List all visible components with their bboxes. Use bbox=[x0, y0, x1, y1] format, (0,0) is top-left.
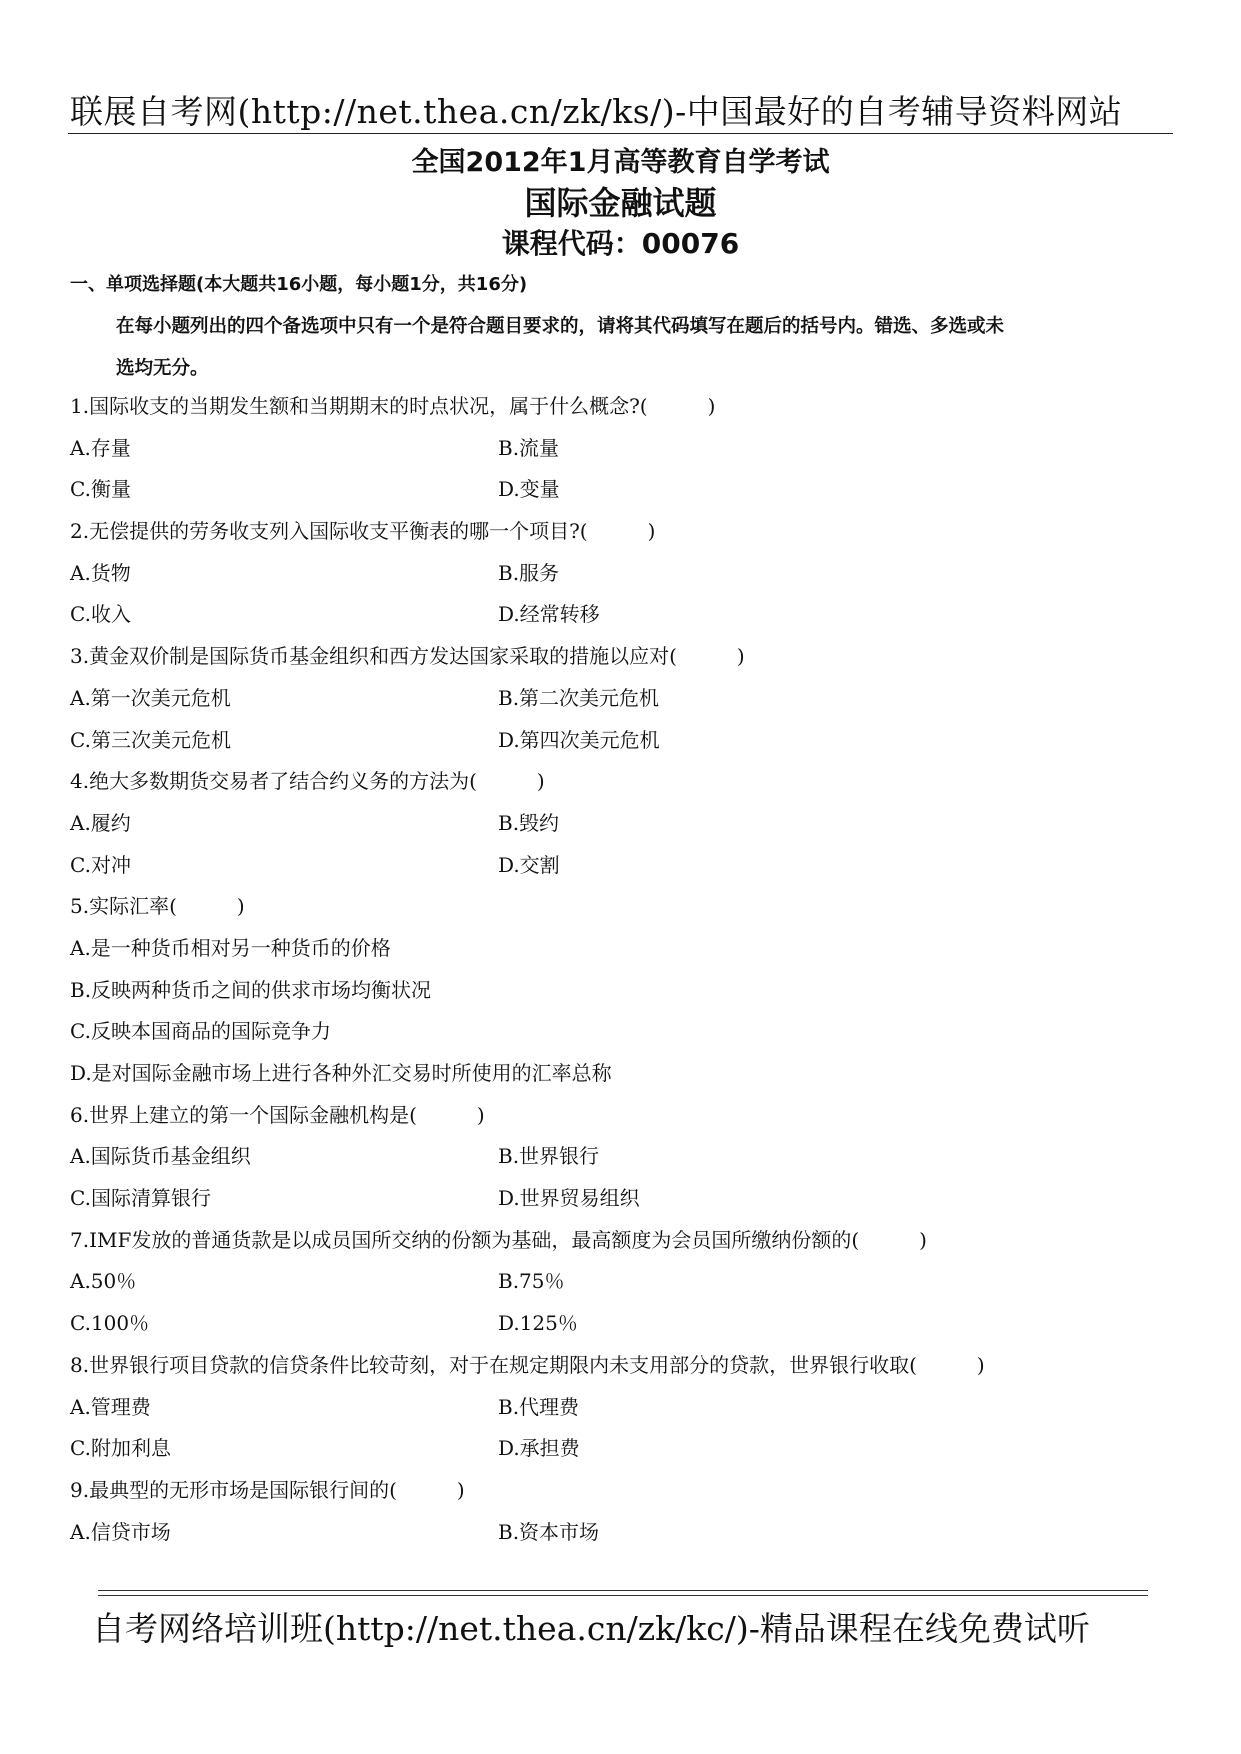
option-b: B.毁约 bbox=[498, 810, 560, 835]
option-b: B.75％ bbox=[498, 1269, 565, 1294]
option-b: B.世界银行 bbox=[498, 1144, 600, 1169]
option-d: D.是对国际金融市场上进行各种外汇交易时所使用的汇率总称 bbox=[70, 1061, 612, 1085]
question-stem: 6.世界上建立的第一个国际金融机构是( ) bbox=[70, 1102, 485, 1127]
question-stem: 3.黄金双价制是国际货币基金组织和西方发达国家采取的措施以应对( ) bbox=[70, 644, 745, 669]
option-b: B.流量 bbox=[498, 435, 560, 460]
option-row bbox=[70, 811, 1170, 853]
subject-title: 国际金融试题 bbox=[524, 184, 717, 222]
section-instruction-cont: 选均无分。 bbox=[116, 358, 209, 379]
section-instruction: 在每小题列出的四个备选项中只有一个是符合题目要求的，请将其代码填写在题后的括号内。错选、多选或未 bbox=[116, 316, 1005, 337]
option-a: A.信贷市场 bbox=[70, 1519, 171, 1544]
option-c: C.100％ bbox=[70, 1311, 150, 1336]
option-row bbox=[70, 1520, 1170, 1562]
option-row bbox=[70, 477, 1170, 519]
site-footer: 自考网络培训班(http://net.thea.cn/zk/kc/)-精品课程在线免费试听 bbox=[92, 1609, 1090, 1648]
option-d: D.交割 bbox=[498, 852, 560, 877]
option-row bbox=[70, 561, 1170, 603]
option-c: C.附加利息 bbox=[70, 1436, 171, 1461]
option-d: D.世界贸易组织 bbox=[498, 1186, 640, 1211]
option-d: D.第四次美元危机 bbox=[498, 727, 660, 752]
option-c: C.衡量 bbox=[70, 477, 131, 502]
section-heading: 一、单项选择题(本大题共16小题，每小题1分，共16分) bbox=[70, 274, 528, 295]
question-list bbox=[70, 394, 1170, 1561]
option-row bbox=[70, 1269, 1170, 1311]
option-d: D.经常转移 bbox=[498, 602, 600, 627]
option-a: A.50％ bbox=[70, 1269, 137, 1294]
site-header: 联展自考网(http://net.thea.cn/zk/ks/)-中国最好的自考辅导资料网站 bbox=[70, 92, 1123, 131]
option-row bbox=[70, 436, 1170, 478]
course-code: 课程代码：00076 bbox=[501, 227, 740, 260]
option-row bbox=[70, 686, 1170, 728]
exam-title: 全国2012年1月高等教育自学考试 bbox=[411, 147, 830, 178]
option-c: C.反映本国商品的国际竞争力 bbox=[70, 1019, 331, 1044]
question-stem: 5.实际汇率( ) bbox=[70, 894, 245, 919]
option-d: D.承担费 bbox=[498, 1436, 580, 1461]
question-stem: 4.绝大多数期货交易者了结合约义务的方法为( ) bbox=[70, 769, 545, 794]
option-a: A.国际货币基金组织 bbox=[70, 1144, 251, 1169]
option-row bbox=[70, 1186, 1170, 1228]
option-row bbox=[70, 853, 1170, 895]
question-stem: 8.世界银行项目贷款的信贷条件比较苛刻，对于在规定期限内未支用部分的贷款，世界银行收取( ) bbox=[70, 1352, 985, 1377]
option-d: D.变量 bbox=[498, 477, 560, 502]
option-b: B.资本市场 bbox=[498, 1519, 600, 1544]
option-d: D.125％ bbox=[498, 1311, 578, 1336]
question-stem: 9.最典型的无形市场是国际银行间的( ) bbox=[70, 1477, 465, 1502]
option-c: C.对冲 bbox=[70, 852, 131, 877]
question-stem: 7.IMF发放的普通货款是以成员国所交纳的份额为基础，最高额度为会员国所缴纳份额的( ) bbox=[70, 1227, 927, 1252]
option-b: B.服务 bbox=[498, 560, 560, 585]
option-row bbox=[70, 1311, 1170, 1353]
option-row bbox=[70, 1144, 1170, 1186]
option-row bbox=[70, 728, 1170, 770]
option-a: A.管理费 bbox=[70, 1394, 151, 1419]
option-row bbox=[70, 1395, 1170, 1437]
question-stem: 2.无偿提供的劳务收支列入国际收支平衡表的哪一个项目?( ) bbox=[70, 519, 656, 544]
option-a: A.履约 bbox=[70, 810, 131, 835]
option-b: B.第二次美元危机 bbox=[498, 685, 660, 710]
option-a: A.第一次美元危机 bbox=[70, 685, 231, 710]
option-c: C.国际清算银行 bbox=[70, 1186, 211, 1211]
option-b: B.反映两种货币之间的供求市场均衡状况 bbox=[70, 977, 432, 1002]
option-a: A.是一种货币相对另一种货币的价格 bbox=[70, 935, 391, 960]
option-c: C.收入 bbox=[70, 602, 131, 627]
option-a: A.货物 bbox=[70, 560, 131, 585]
question-stem: 1.国际收支的当期发生额和当期期末的时点状况，属于什么概念?( ) bbox=[70, 394, 716, 418]
option-row bbox=[70, 1436, 1170, 1478]
option-row bbox=[70, 602, 1170, 644]
option-a: A.存量 bbox=[70, 435, 131, 460]
option-c: C.第三次美元危机 bbox=[70, 727, 231, 752]
footer-divider bbox=[98, 1590, 1148, 1596]
option-b: B.代理费 bbox=[498, 1394, 580, 1419]
header-divider bbox=[68, 133, 1173, 134]
